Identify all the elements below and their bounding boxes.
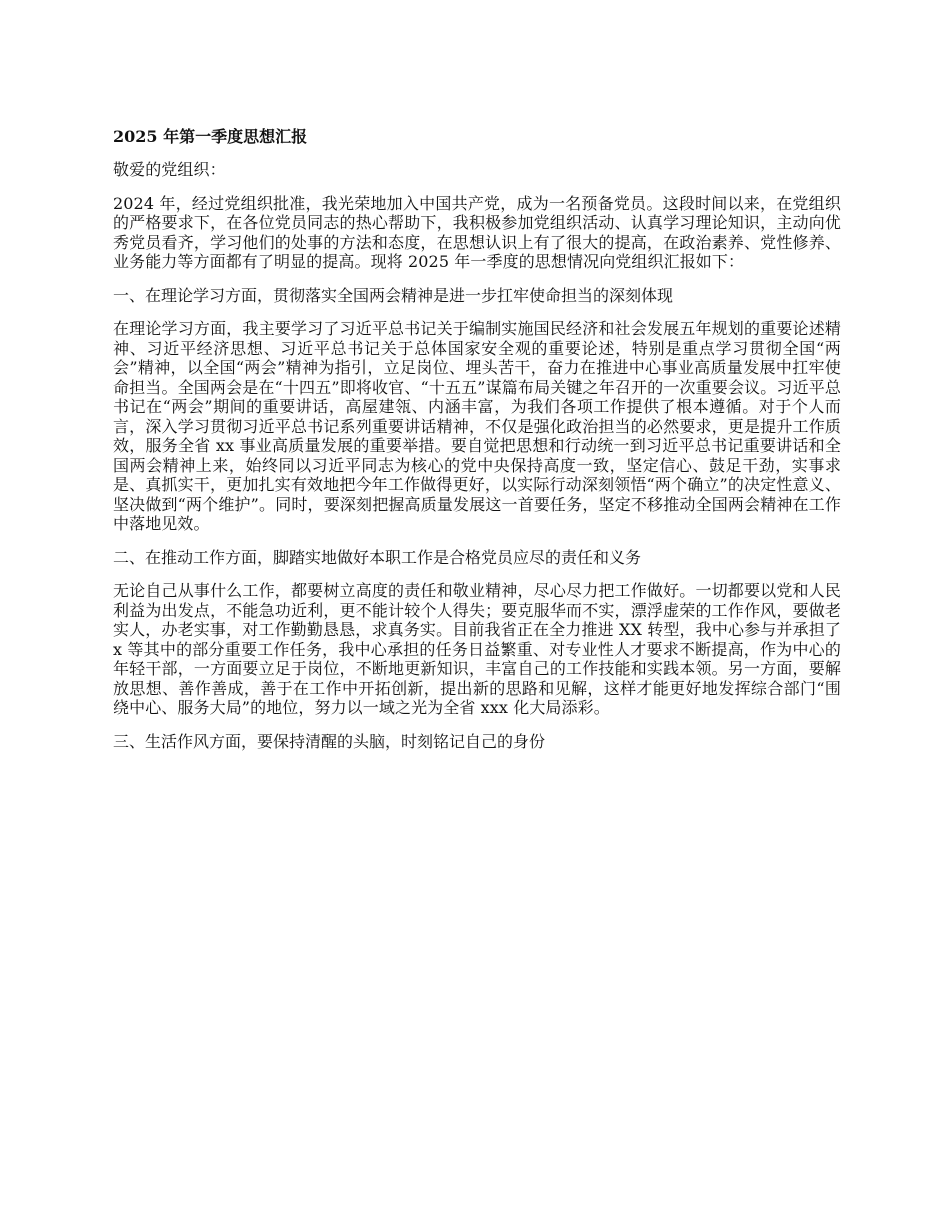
section-heading-2: 二、在推动工作方面，脚踏实地做好本职工作是合格党员应尽的责任和义务 [113, 547, 642, 567]
document-page [113, 126, 841, 765]
section-body-1: 在理论学习方面，我主要学习了习近平总书记关于编制实施国民经济和社会发展五年规划的重要论述精神、习近平经济思想、习近平总书记关于总体国家安全观的重要论述，特别是重点学习贯彻全国“两会”精神，以全国“两会”精神为指引，立足岗位、埋头苦干，奋力在推进中心事业高质量发展中扛牢使命担当。全国两会是在“十四五”即将收官、“十五五”谋篇布局关键之年召开的一次重要会议。习近平总书记在“两会”期间的重要讲话，高屋建瓴、内涵丰富，为我们各项工作提供了根本遵循。对于个人而言，深入学习贯彻习近平总书记系列重要讲话精神，不仅是强化政治担当的必然要求，更是提升工作质效，服务全省 xx 事业高质量发展的重要举措。要自觉把思想和行动统一到习近平总书记重要讲话和全国两会精神上来，始终同以习近平同志为核心的党中央保持高度一致，坚定信心、鼓足干劲，实事求是、真抓实干，更加扎实有效地把今年工作做得更好，以实际行动深刻领悟“两个确立”的决定性意义、坚决做到“两个维护”。同时，要深刻把握高质量发展这一首要任务，坚定不移推动全国两会精神在工作中落地见效。 [113, 319, 841, 533]
salutation: 敬爱的党组织： [113, 160, 226, 179]
document-title: 2025 年第一季度思想汇报 [113, 127, 308, 146]
section-heading-3: 三、生活作风方面，要保持清醒的头脑，时刻铭记自己的身份 [113, 731, 546, 751]
section-heading-1: 一、在理论学习方面，贯彻落实全国两会精神是进一步扛牢使命担当的深刻体现 [113, 285, 674, 305]
section-body-2: 无论自己从事什么工作，都要树立高度的责任和敬业精神，尽心尽力把工作做好。一切都要以党和人民利益为出发点，不能急功近利，更不能计较个人得失；要克服华而不实，漂浮虚荣的工作作风，要做老实人，办老实事，对工作勤勤恳恳，求真务实。目前我省正在全力推进 XX 转型，我中心参与并承担了 x 等其中的部分重要工作任务，我中心承担的任务日益繁重、对专业性人才要求不断提高，作为中心的年轻干部，一方面要立足于岗位，不断地更新知识，丰富自己的工作技能和实践本领。另一方面，要解放思想、善作善成，善于在工作中开拓创新，提出新的思路和见解，这样才能更好地发挥综合部门“围绕中心、服务大局”的地位，努力以一域之光为全省 xxx 化大局添彩。 [113, 581, 841, 717]
intro-paragraph: 2024 年，经过党组织批准，我光荣地加入中国共产党，成为一名预备党员。这段时间以来，在党组织的严格要求下，在各位党员同志的热心帮助下，我积极参加党组织活动、认真学习理论知识，主动向优秀党员看齐，学习他们的处事的方法和态度，在思想认识上有了很大的提高，在政治素养、党性修养、业务能力等方面都有了明显的提高。现将 2025 年一季度的思想情况向党组织汇报如下： [113, 193, 841, 271]
